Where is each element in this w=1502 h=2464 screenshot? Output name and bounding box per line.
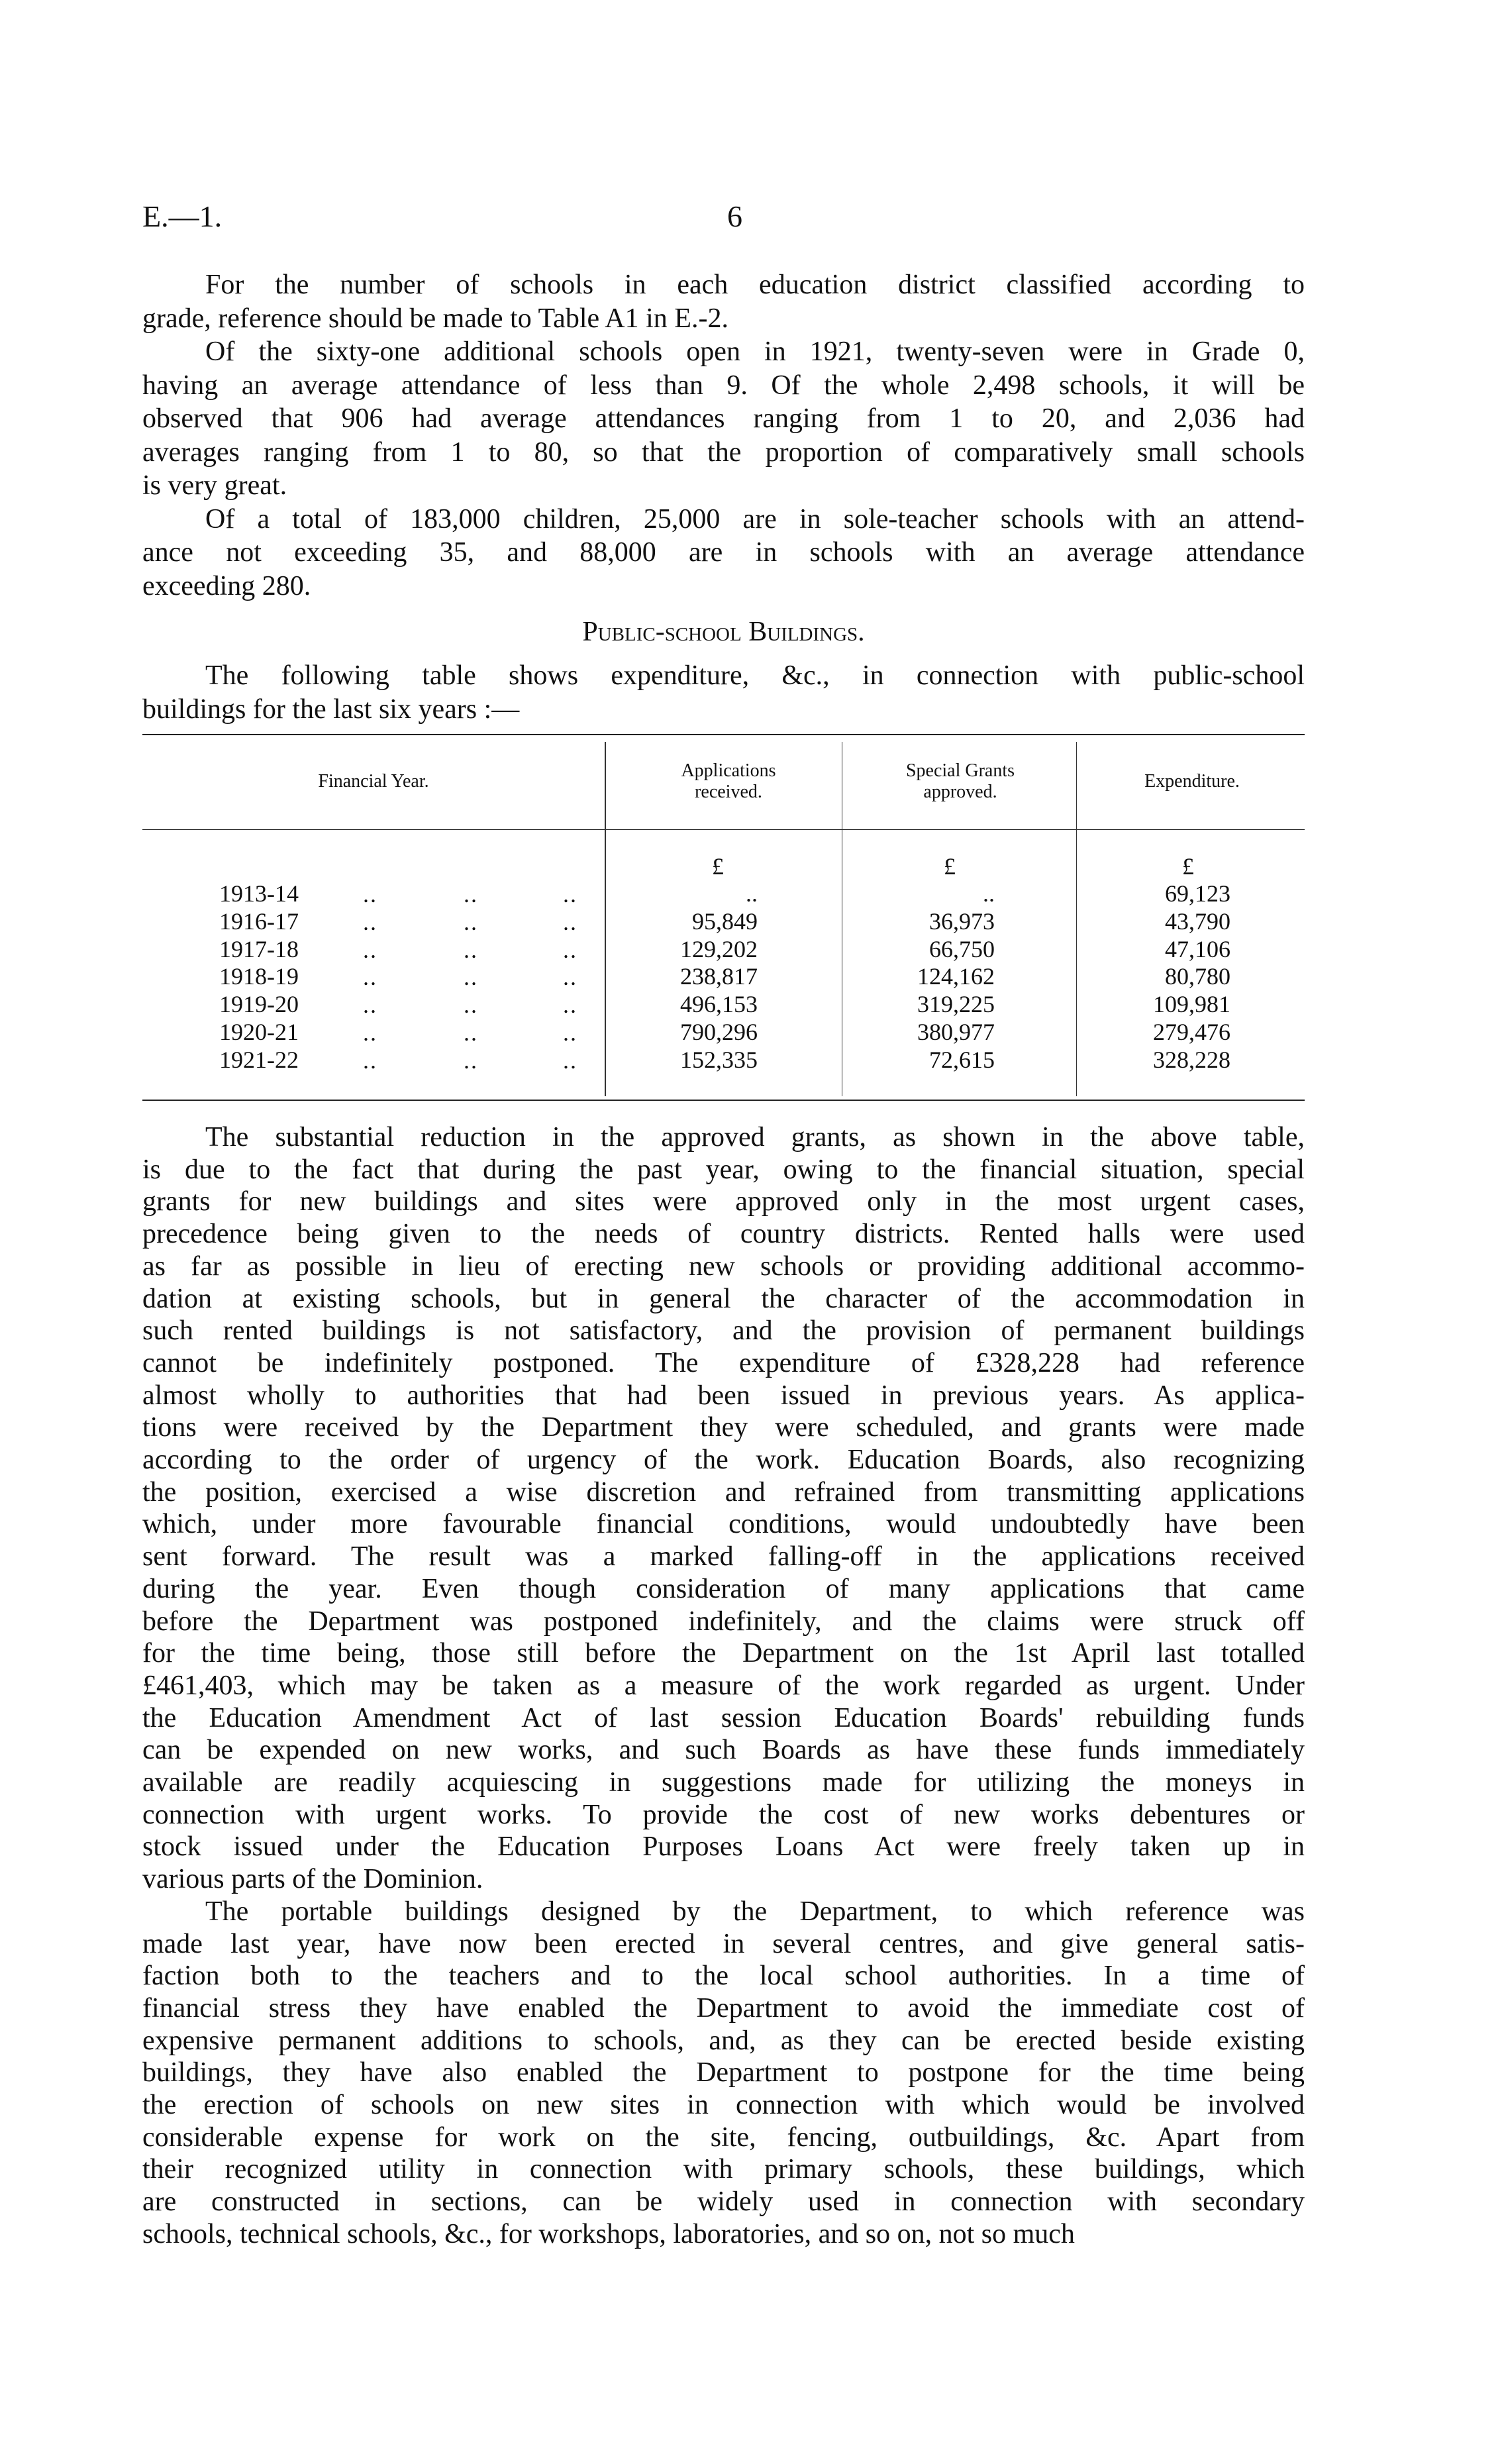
paragraph-line: can be expended on new works, and such Boards as have these funds immediately xyxy=(142,1735,1305,1766)
unit-pound: £ xyxy=(944,853,956,880)
leader-dots: .. xyxy=(563,1047,577,1074)
paragraph-line: For the number of schools in each education district classified according to xyxy=(205,270,1305,300)
paragraph-line: according to the order of urgency of the work. Education Boards, also recognizing xyxy=(142,1445,1305,1475)
paragraph-line: The portable buildings designed by the Department, to which reference was xyxy=(205,1896,1305,1927)
paragraph-line: financial stress they have enabled the Department to avoid the immediate cost of xyxy=(142,1992,1305,2024)
leader-dots: .. xyxy=(563,881,577,907)
leader-dots: .. xyxy=(363,1019,377,1046)
leader-dots: .. xyxy=(464,964,478,991)
applications-cell: 152,335 xyxy=(680,1046,758,1073)
expenditure-cell: 109,981 xyxy=(1153,991,1230,1018)
leader-dots: .. xyxy=(464,1019,478,1046)
paragraph-line: grade, reference should be made to Table A1 in E.-2. xyxy=(142,303,728,334)
paragraph-line: sent forward. The result was a marked falling-off in the applications received xyxy=(142,1541,1305,1572)
paragraph-line: schools, technical schools, &c., for workshops, laboratories, and so on, not so much xyxy=(142,2218,1075,2249)
year-cell: 1913-14 xyxy=(219,880,299,907)
document-reference: E.—1. xyxy=(142,199,223,233)
paragraph-line: observed that 906 had average attendances ranging from 1 to 20, and 2,036 had xyxy=(142,403,1305,434)
paragraph-line: averages ranging from 1 to 80, so that the proportion of comparatively small schools xyxy=(142,436,1305,468)
paragraph-line: are constructed in sections, can be widely used in connection with secondary xyxy=(142,2186,1305,2218)
leader-dots: .. xyxy=(363,881,377,907)
paragraph-line: available are readily acquiescing in suggestions made for utilizing the moneys in xyxy=(142,1767,1305,1798)
header-expenditure: Expenditure. xyxy=(1144,771,1240,792)
paragraph-line: the position, exercised a wise discretion and refrained from transmitting applications xyxy=(142,1476,1305,1508)
section-heading: Public-school Buildings. xyxy=(582,617,865,647)
grants-cell: 380,977 xyxy=(917,1019,995,1045)
paragraph-line: The substantial reduction in the approved grants, as shown in the above table, xyxy=(205,1122,1305,1153)
paragraph-line: as far as possible in lieu of erecting new schools or providing additional accommo- xyxy=(142,1251,1305,1282)
year-cell: 1921-22 xyxy=(219,1046,299,1073)
header-grants: Special Grants approved. xyxy=(905,760,1015,802)
paragraph-line: having an average attendance of less than 9. Of the whole 2,498 schools, it will be xyxy=(142,370,1305,401)
paragraph-line: The following table shows expenditure, &c., in connection with public-school xyxy=(205,660,1305,691)
grants-cell: 36,973 xyxy=(929,907,995,935)
leader-dots: .. xyxy=(563,908,577,935)
column-divider xyxy=(605,742,606,1096)
table-bottom-rule xyxy=(142,1100,1305,1101)
paragraph-line: precedence being given to the needs of country districts. Rented halls were used xyxy=(142,1219,1305,1250)
leader-dots: .. xyxy=(464,936,478,963)
table-header-rule xyxy=(142,829,1305,830)
paragraph-line: various parts of the Dominion. xyxy=(142,1864,483,1895)
paragraph-line: buildings for the last six years :— xyxy=(142,694,520,725)
paragraph-line: made last year, have now been erected in several centres, and give general satis- xyxy=(142,1928,1305,1959)
leader-dots: .. xyxy=(464,992,478,1019)
paragraph-line: before the Department was postponed indefinitely, and the claims were struck off xyxy=(142,1606,1305,1637)
page-number: 6 xyxy=(727,199,742,233)
grants-cell: 72,615 xyxy=(929,1046,995,1073)
paragraph-line: the Education Amendment Act of last session Education Boards' rebuilding funds xyxy=(142,1702,1305,1733)
paragraph-line: almost wholly to authorities that had been issued in previous years. As applica- xyxy=(142,1380,1305,1411)
leader-dots: .. xyxy=(563,964,577,991)
paragraph-line: Of the sixty-one additional schools open in 1921, twenty-seven were in Grade 0, xyxy=(205,336,1305,367)
expenditure-cell: 69,123 xyxy=(1165,880,1230,907)
paragraph-line: stock issued under the Education Purposes Loans Act were freely taken up in xyxy=(142,1831,1305,1863)
leader-dots: .. xyxy=(363,1047,377,1074)
paragraph-line: grants for new buildings and sites were approved only in the most urgent cases, xyxy=(142,1186,1305,1217)
table-top-rule xyxy=(142,734,1305,735)
paragraph-line: is due to the fact that during the past year, owing to the financial situation, special xyxy=(142,1154,1305,1185)
year-cell: 1920-21 xyxy=(219,1019,299,1045)
header-financial-year: Financial Year. xyxy=(318,771,429,792)
grants-cell: .. xyxy=(983,880,995,907)
year-cell: 1916-17 xyxy=(219,907,299,935)
paragraph-line: £461,403, which may be taken as a measure of the work regarded as urgent. Under xyxy=(142,1670,1305,1701)
expenditure-cell: 43,790 xyxy=(1165,907,1230,935)
leader-dots: .. xyxy=(464,881,478,907)
leader-dots: .. xyxy=(563,992,577,1019)
applications-cell: 496,153 xyxy=(680,991,758,1018)
paragraph-line: tions were received by the Department they were scheduled, and grants were made xyxy=(142,1412,1305,1443)
paragraph-line: buildings, they have also enabled the Department to postpone for the time being xyxy=(142,2057,1305,2088)
unit-pound: £ xyxy=(1182,853,1194,880)
expenditure-cell: 279,476 xyxy=(1153,1019,1230,1045)
paragraph-line: the erection of schools on new sites in connection with which would be involved xyxy=(142,2090,1305,2120)
grants-cell: 319,225 xyxy=(917,991,995,1018)
paragraph-line: is very great. xyxy=(142,470,287,501)
grants-cell: 66,750 xyxy=(929,935,995,962)
leader-dots: .. xyxy=(363,936,377,963)
year-cell: 1918-19 xyxy=(219,963,299,990)
paragraph-line: cannot be indefinitely postponed. The expenditure of £328,228 had reference xyxy=(142,1347,1305,1378)
year-cell: 1919-20 xyxy=(219,991,299,1018)
grants-cell: 124,162 xyxy=(917,963,995,990)
applications-cell: 238,817 xyxy=(680,963,758,990)
year-cell: 1917-18 xyxy=(219,935,299,962)
column-divider xyxy=(1076,742,1077,1096)
leader-dots: .. xyxy=(363,992,377,1019)
header-applications: Applications received. xyxy=(681,760,776,802)
paragraph-line: dation at existing schools, but in general the character of the accommodation in xyxy=(142,1283,1305,1314)
paragraph-line: Of a total of 183,000 children, 25,000 are in sole-teacher schools with an attend- xyxy=(205,503,1305,535)
leader-dots: .. xyxy=(363,964,377,991)
applications-cell: 129,202 xyxy=(680,935,758,962)
leader-dots: .. xyxy=(464,1047,478,1074)
applications-cell: 790,296 xyxy=(680,1019,758,1045)
paragraph-line: faction both to the teachers and to the local school authorities. In a time of xyxy=(142,1961,1305,1992)
unit-pound: £ xyxy=(712,853,724,880)
applications-cell: 95,849 xyxy=(692,907,758,935)
applications-cell: .. xyxy=(746,880,758,907)
paragraph-line: considerable expense for work on the site, fencing, outbuildings, &c. Apart from xyxy=(142,2122,1305,2153)
leader-dots: .. xyxy=(563,936,577,963)
paragraph-line: during the year. Even though consideration of many applications that came xyxy=(142,1573,1305,1604)
leader-dots: .. xyxy=(563,1019,577,1046)
paragraph-line: expensive permanent additions to schools, and, as they can be erected beside existing xyxy=(142,2025,1305,2056)
leader-dots: .. xyxy=(464,908,478,935)
paragraph-line: which, under more favourable financial conditions, would undoubtedly have been xyxy=(142,1509,1305,1540)
paragraph-line: exceeding 280. xyxy=(142,570,311,601)
expenditure-cell: 80,780 xyxy=(1165,963,1230,990)
paragraph-line: such rented buildings is not satisfactory, and the provision of permanent buildings xyxy=(142,1315,1305,1347)
expenditure-cell: 47,106 xyxy=(1165,935,1230,962)
paragraph-line: connection with urgent works. To provide the cost of new works debentures or xyxy=(142,1799,1305,1830)
expenditure-cell: 328,228 xyxy=(1153,1046,1230,1073)
paragraph-line: ance not exceeding 35, and 88,000 are in schools with an average attendance xyxy=(142,537,1305,568)
paragraph-line: for the time being, those still before the Department on the 1st April last totalled xyxy=(142,1638,1305,1669)
leader-dots: .. xyxy=(363,908,377,935)
paragraph-line: their recognized utility in connection with primary schools, these buildings, which xyxy=(142,2154,1305,2185)
